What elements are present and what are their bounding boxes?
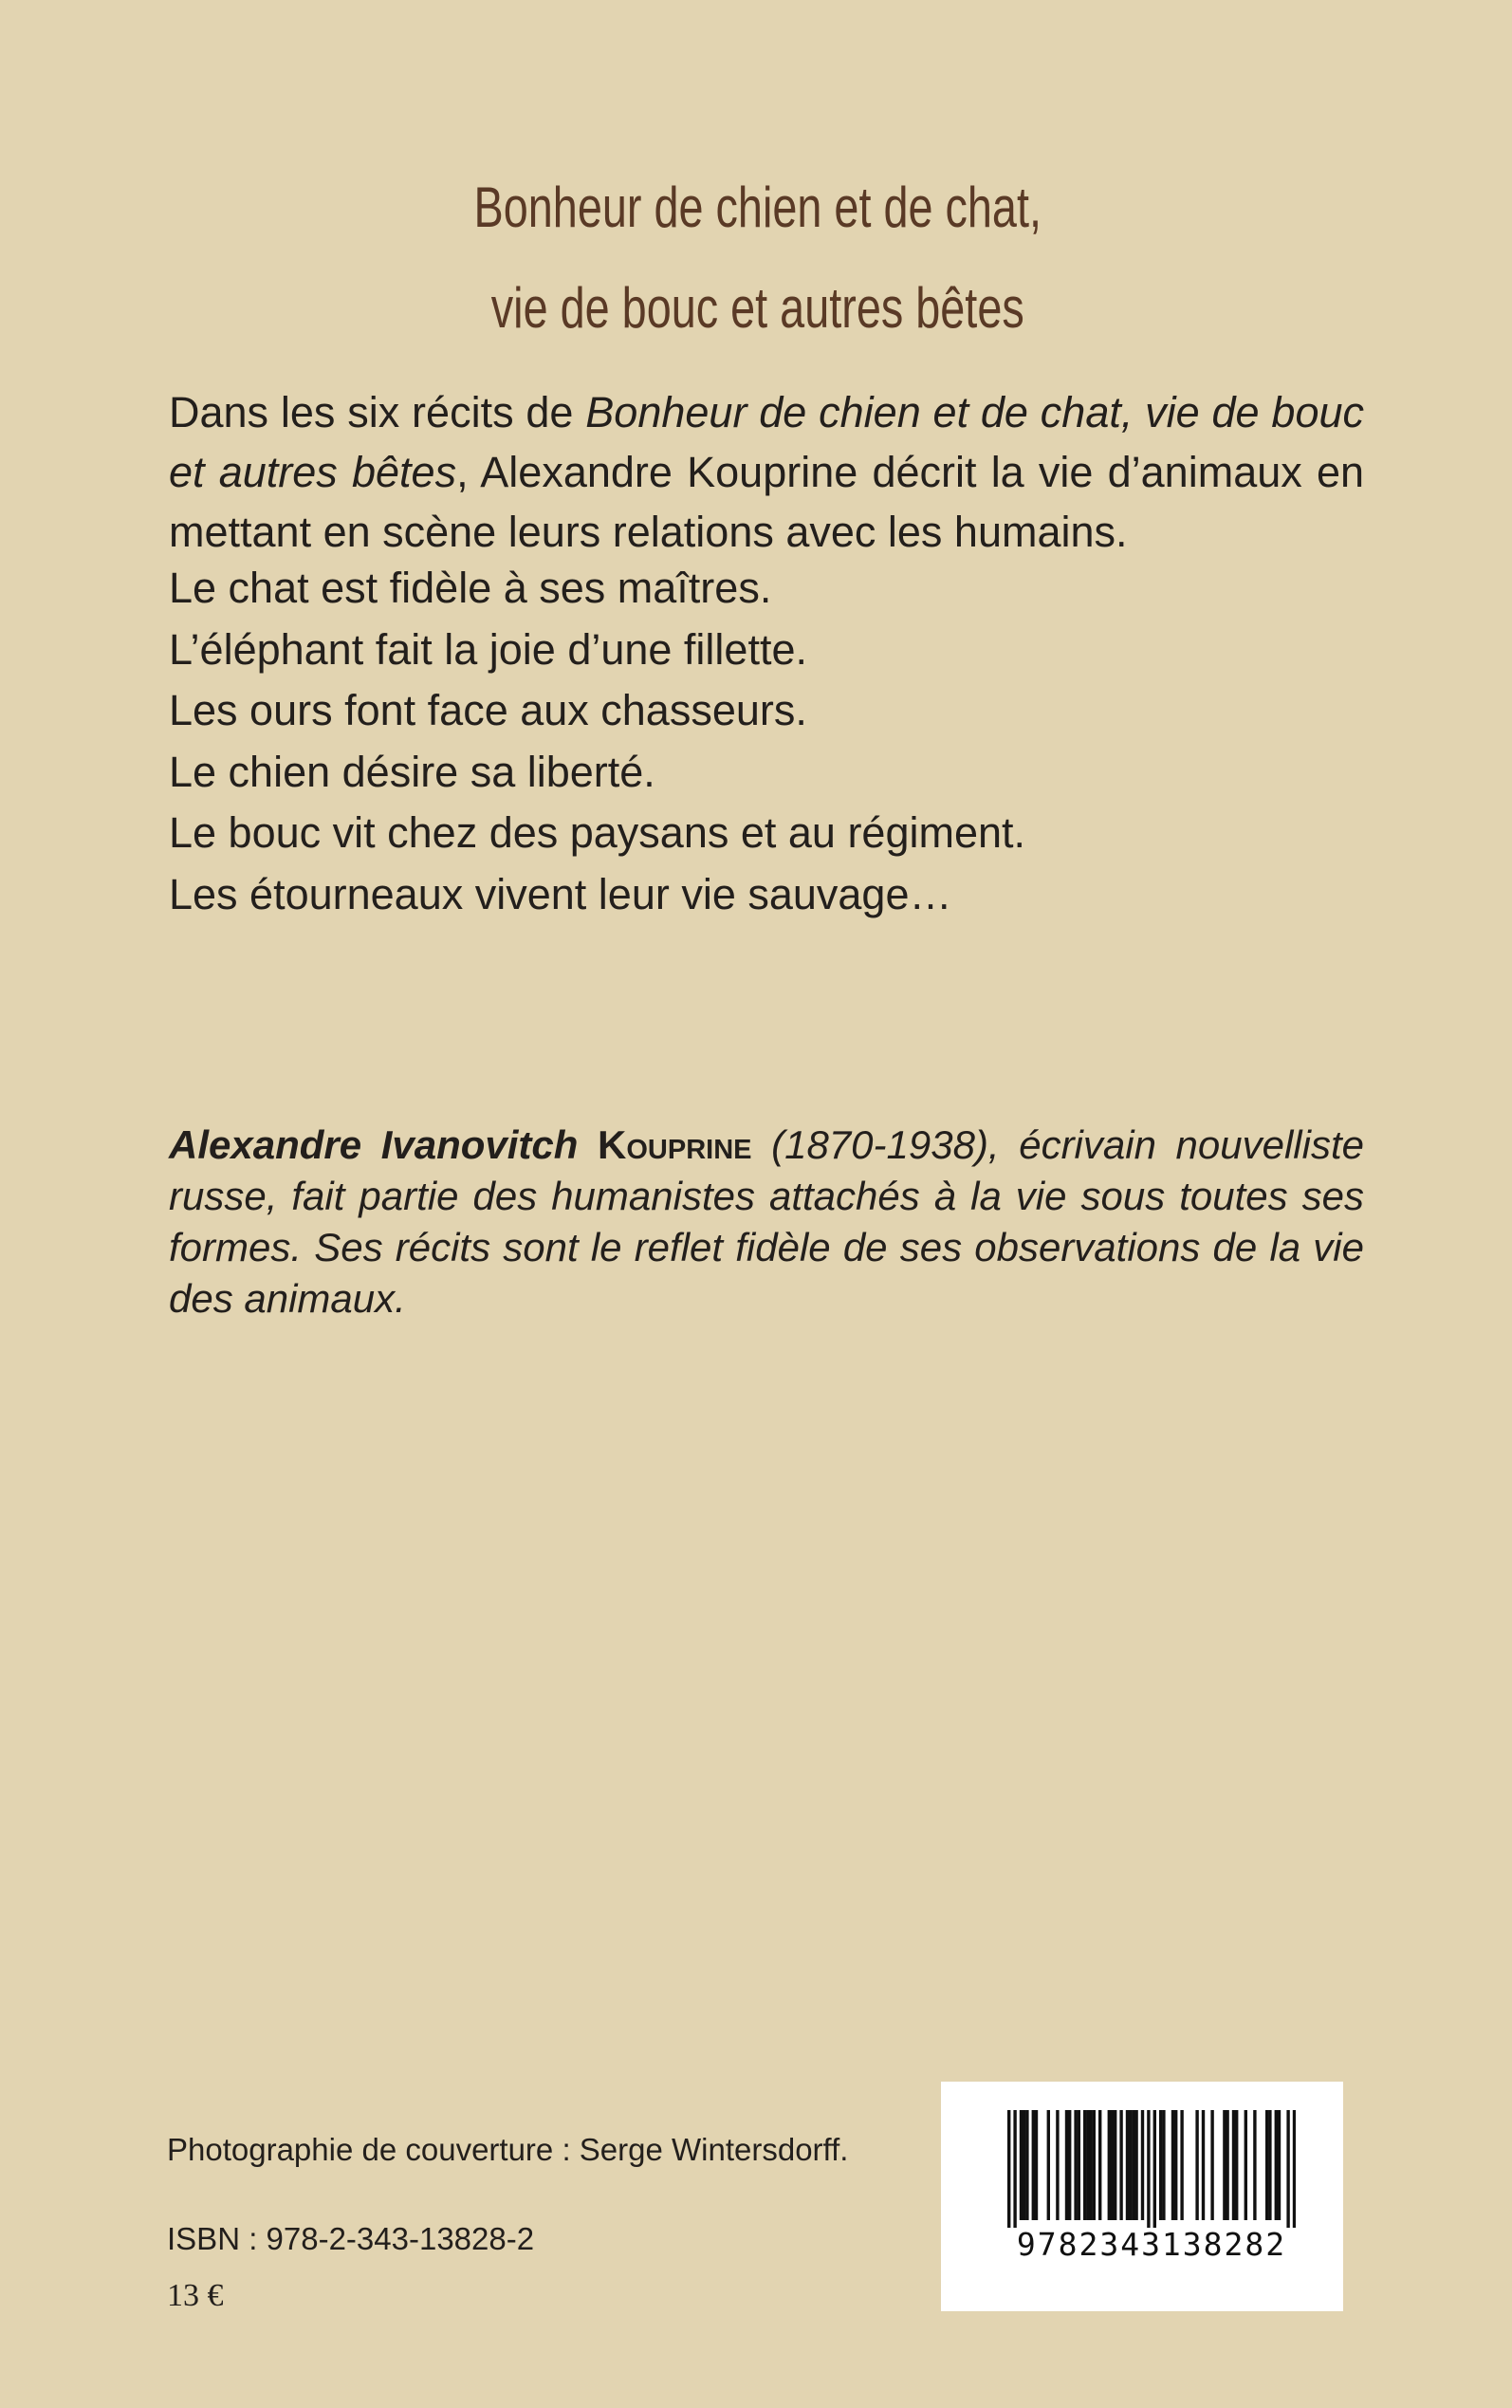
barcode-bar bbox=[1089, 2110, 1092, 2220]
barcode-bar bbox=[1126, 2110, 1129, 2220]
barcode-bar bbox=[1235, 2110, 1238, 2220]
book-title bbox=[168, 157, 1347, 359]
barcode-bar bbox=[1132, 2110, 1134, 2220]
barcode-bar bbox=[1114, 2110, 1116, 2220]
barcode-bar bbox=[1159, 2110, 1162, 2220]
barcode-bar bbox=[1119, 2110, 1122, 2220]
barcode-bars bbox=[1007, 2110, 1296, 2228]
barcode-bar bbox=[1195, 2110, 1198, 2220]
barcode-bar bbox=[1007, 2110, 1010, 2228]
barcode-bar bbox=[1278, 2110, 1281, 2220]
barcode-bar bbox=[1171, 2110, 1174, 2220]
barcode-bar bbox=[1226, 2110, 1228, 2220]
barcode-bar bbox=[1153, 2110, 1156, 2228]
barcode-bar bbox=[1025, 2110, 1028, 2220]
barcode-bar bbox=[1210, 2110, 1213, 2220]
barcode-bar bbox=[1174, 2110, 1177, 2220]
barcode-bar bbox=[1265, 2110, 1268, 2220]
barcode-bar bbox=[1035, 2110, 1038, 2220]
book-title-line-2: vie de bouc et autres bêtes bbox=[490, 276, 1024, 340]
barcode-bar bbox=[1223, 2110, 1226, 2220]
barcode-bar bbox=[1032, 2110, 1035, 2220]
author-bio bbox=[169, 1120, 1364, 1324]
blurb-line: Le bouc vit chez des paysans et au régiment. bbox=[169, 808, 1026, 857]
barcode-bar bbox=[1086, 2110, 1089, 2220]
barcode-bar bbox=[1180, 2110, 1183, 2220]
blurb-intro bbox=[169, 382, 1364, 562]
barcode-bar bbox=[1245, 2110, 1247, 2220]
barcode-bar bbox=[1056, 2110, 1059, 2220]
blurb-intro-book-title: Bonheur de chien et de chat, vie de bouc et autres bêtes bbox=[169, 388, 1364, 496]
blurb-line: L’éléphant fait la joie d’une fillette. bbox=[169, 624, 807, 674]
blurb-line: Le chien désire sa liberté. bbox=[169, 747, 655, 796]
author-bio-text: (1870-1938), écrivain nouvelliste russe, fait partie des humanistes attachés à la vie sous toutes ses formes. Ses récits sont le reflet fidèle de ses observations de la vie des animaux. bbox=[169, 1122, 1364, 1321]
barcode-bar bbox=[1293, 2110, 1296, 2228]
author-name: Alexandre Ivanovitch bbox=[169, 1122, 599, 1167]
barcode bbox=[941, 2082, 1343, 2311]
price: 13 € bbox=[167, 2278, 224, 2313]
isbn: ISBN : 978-2-343-13828-2 bbox=[167, 2221, 535, 2256]
barcode-bar bbox=[1098, 2110, 1101, 2220]
blurb-intro-paragraph bbox=[169, 382, 1364, 562]
barcode-bar bbox=[1162, 2110, 1165, 2220]
barcode-bar bbox=[1068, 2110, 1071, 2220]
barcode-bar bbox=[1202, 2110, 1205, 2220]
photo-credit: Photographie de couverture : Serge Wintersdorff. bbox=[167, 2132, 849, 2167]
barcode-bar bbox=[1013, 2110, 1016, 2228]
barcode-bar bbox=[1129, 2110, 1132, 2220]
barcode-bar bbox=[1108, 2110, 1111, 2220]
blurb-lines bbox=[169, 558, 1025, 925]
barcode-bar bbox=[1047, 2110, 1050, 2220]
barcode-bar bbox=[1074, 2110, 1077, 2220]
barcode-bar bbox=[1065, 2110, 1068, 2220]
barcode-bar bbox=[1147, 2110, 1150, 2228]
barcode-bar bbox=[1093, 2110, 1096, 2220]
blurb-intro-start: Dans les six récits de bbox=[169, 388, 586, 436]
barcode-bar bbox=[1020, 2110, 1023, 2220]
barcode-bar bbox=[1083, 2110, 1086, 2220]
barcode-bar bbox=[1141, 2110, 1144, 2220]
barcode-bar bbox=[1232, 2110, 1235, 2220]
barcode-bar bbox=[1134, 2110, 1137, 2220]
barcode-bar bbox=[1268, 2110, 1271, 2220]
author-surname: Kouprine bbox=[598, 1122, 752, 1167]
blurb-line: Les ours font face aux chasseurs. bbox=[169, 686, 807, 734]
barcode-bar bbox=[1286, 2110, 1289, 2228]
barcode-bar bbox=[1078, 2110, 1080, 2220]
blurb-intro-end: , Alexandre Kouprine décrit la vie d’animaux en mettant en scène leurs relations avec les humains. bbox=[169, 448, 1364, 556]
barcode-bar bbox=[1253, 2110, 1256, 2220]
barcode-digits: 9782343138282 bbox=[1016, 2226, 1287, 2263]
barcode-bar bbox=[1275, 2110, 1278, 2220]
blurb-line: Le chat est fidèle à ses maîtres. bbox=[169, 564, 772, 612]
blurb-line: Les étourneaux vivent leur vie sauvage… bbox=[169, 869, 952, 918]
barcode-bar bbox=[1023, 2110, 1025, 2220]
book-title-line-1: Bonheur de chien et de chat, bbox=[473, 176, 1042, 239]
barcode-bar bbox=[1111, 2110, 1114, 2220]
